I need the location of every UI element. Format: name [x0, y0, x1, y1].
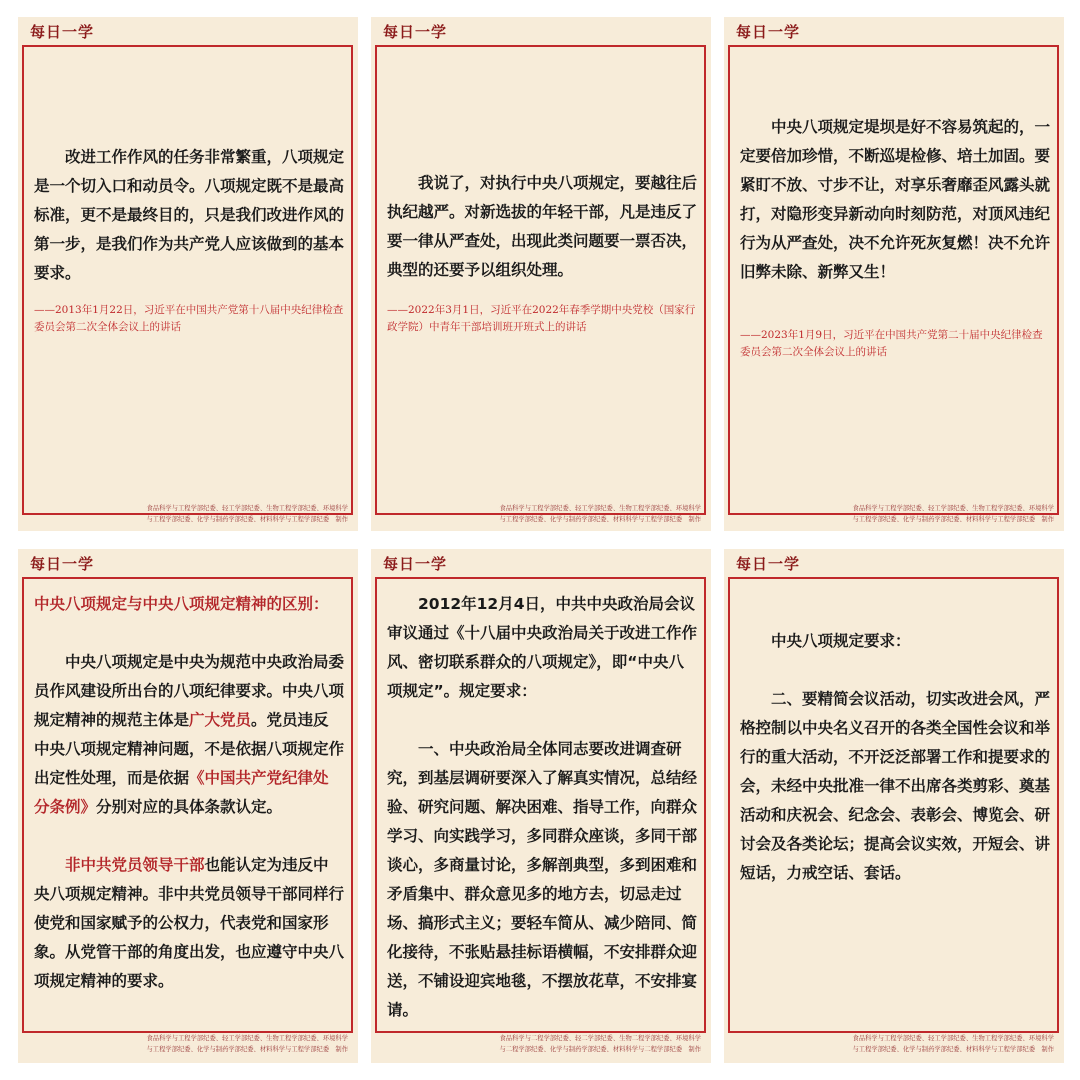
study-card-1	[18, 17, 358, 531]
quote-paragraph: 中央八项规定堤坝是好不容易筑起的，一定要倍加珍惜，不断巡堤检修、培土加固。要紧盯不放、寸步不让，对享乐奢靡歪风露头就打，对隐形变异新动向时刻防范，对顶风违纪行为从严查处，决不允许死灰复燃！决不允许旧弊未除、新弊又生！	[740, 118, 1051, 281]
card-header: 每日一学	[383, 23, 448, 41]
card-header: 每日一学	[736, 555, 801, 573]
study-card-2	[371, 17, 711, 531]
quote-paragraph: 改进工作作风的任务非常繁重，八项规定是一个切入口和动员令。八项规定既不是最高标准，更不是最终目的，只是我们改进作风的第一步，是我们作为共产党人应该做到的基本要求。	[34, 148, 345, 282]
quote-source: ——2013年1月22日，习近平在中国共产党第十八届中央纪律检查委员会第二次全体会议上的讲话	[34, 304, 344, 333]
quote-text	[387, 169, 697, 285]
body-paragraph: 中央八项规定是中央为规范中央政治局委员作风建设所出台的八项纪律要求。中央八项规定精神的规范主体是广大党员。党员违反中央八项规定精神问题，不是依据八项规定作出定性处理，而是依据《中国共产党纪律处分条例》分别对应的具体条款认定。	[34, 653, 345, 816]
highlight-text: 《中国共产党纪律处分条例》	[34, 769, 329, 816]
quote-paragraph: 我说了，对执行中央八项规定，要越往后执纪越严。对新选拔的年轻干部，凡是违反了要一律从严查处，出现此类问题要一票否决，典型的还要予以组织处理。	[387, 174, 698, 279]
quote-text	[34, 590, 344, 996]
card-footer: 食品科学与工程学部纪委、轻工学部纪委、生物工程学部纪委、环境科学 与工程学部纪委、化学与制药学部纪委、材料科学与工程学部纪委 制作	[852, 505, 1054, 523]
body-paragraph: 中央八项规定要求：	[771, 632, 911, 650]
card-footer: 食品科学与工程学部纪委、轻工学部纪委、生物工程学部纪委、环境科学 与工程学部纪委、化学与制药学部纪委、材料科学与工程学部纪委 制作	[146, 1035, 348, 1053]
card-header: 每日一学	[30, 555, 95, 573]
study-card-4	[18, 549, 358, 1063]
quote-source: ——2023年1月9日，习近平在中国共产党第二十届中央纪律检查委员会第二次全体会议上的讲话	[740, 329, 1043, 358]
study-card-5	[371, 549, 711, 1063]
highlight-text: 广大党员	[189, 711, 252, 729]
quote-text	[34, 143, 344, 288]
quote-text	[740, 113, 1050, 287]
body-paragraph: 二、要精简会议活动，切实改进会风，严格控制以中央名义召开的各类全国性会议和举行的重大活动，不开泛泛部署工作和提要求的会，未经中央批准一律不出席各类剪彩、奠基活动和庆祝会、纪念会、表彰会、博览会、研讨会及各类论坛；提高会议实效，开短会、讲短话，力戒空话、套话。	[740, 690, 1051, 882]
card-header: 每日一学	[383, 555, 448, 573]
card-header: 每日一学	[30, 23, 95, 41]
body-paragraph: 非中共党员领导干部也能认定为违反中央八项规定精神。非中共党员领导干部同样行使党和国家赋予的公权力，代表党和国家形象。从党管干部的角度出发，也应遵守中央八项规定精神的要求。	[34, 856, 345, 990]
card-footer: 食品科学与工程学部纪委、轻工学部纪委、生物工程学部纪委、环境科学 与工程学部纪委、化学与制药学部纪委、材料科学与工程学部纪委 制作	[852, 1035, 1054, 1053]
quote-source: ——2022年3月1日，习近平在2022年春季学期中央党校（国家行政学院）中青年干部培训班开班式上的讲话	[387, 304, 696, 333]
quote-text	[740, 627, 1050, 888]
study-card-3	[724, 17, 1064, 531]
card-footer: 食品科学与工程学部纪委、轻工学部纪委、生物工程学部纪委、环境科学 与工程学部纪委、化学与制药学部纪委、材料科学与工程学部纪委 制作	[499, 505, 701, 523]
body-paragraph: 一、中央政治局全体同志要改进调查研究，到基层调研要深入了解真实情况，总结经验、研究问题、解决困难、指导工作，向群众学习、向实践学习，多同群众座谈，多同干部谈心，多商量讨论，多解剖典型，多到困难和矛盾集中、群众意见多的地方去，切忌走过场、搞形式主义；要轻车简从、减少陪同、简化接待，不张贴悬挂标语横幅，不安排群众迎送，不铺设迎宾地毯，不摆放花草，不安排宴请。	[387, 740, 698, 1019]
body-paragraph: 2012年12月4日，中共中央政治局会议审议通过《十八届中央政治局关于改进工作作风、密切联系群众的八项规定》，即“中央八项规定”。规定要求：	[387, 595, 698, 700]
quote-text	[387, 590, 697, 1025]
study-card-6	[724, 549, 1064, 1063]
card-footer: 食品科学与二程学部纪委、轻二学部纪委、生物二程学部纪委、环境科学 与二程学部纪委、化学与制药学部纪委、材料科学与二程学部纪委 制作	[499, 1035, 701, 1053]
highlight-text: 非中共党员领导干部	[65, 856, 205, 874]
card-header: 每日一学	[736, 23, 801, 41]
card-footer: 食品科学与工程学部纪委、轻工学部纪委、生物工程学部纪委、环境科学 与工程学部纪委、化学与制药学部纪委、材料科学与工程学部纪委 制作	[146, 505, 348, 523]
section-heading: 中央八项规定与中央八项规定精神的区别：	[34, 595, 329, 613]
